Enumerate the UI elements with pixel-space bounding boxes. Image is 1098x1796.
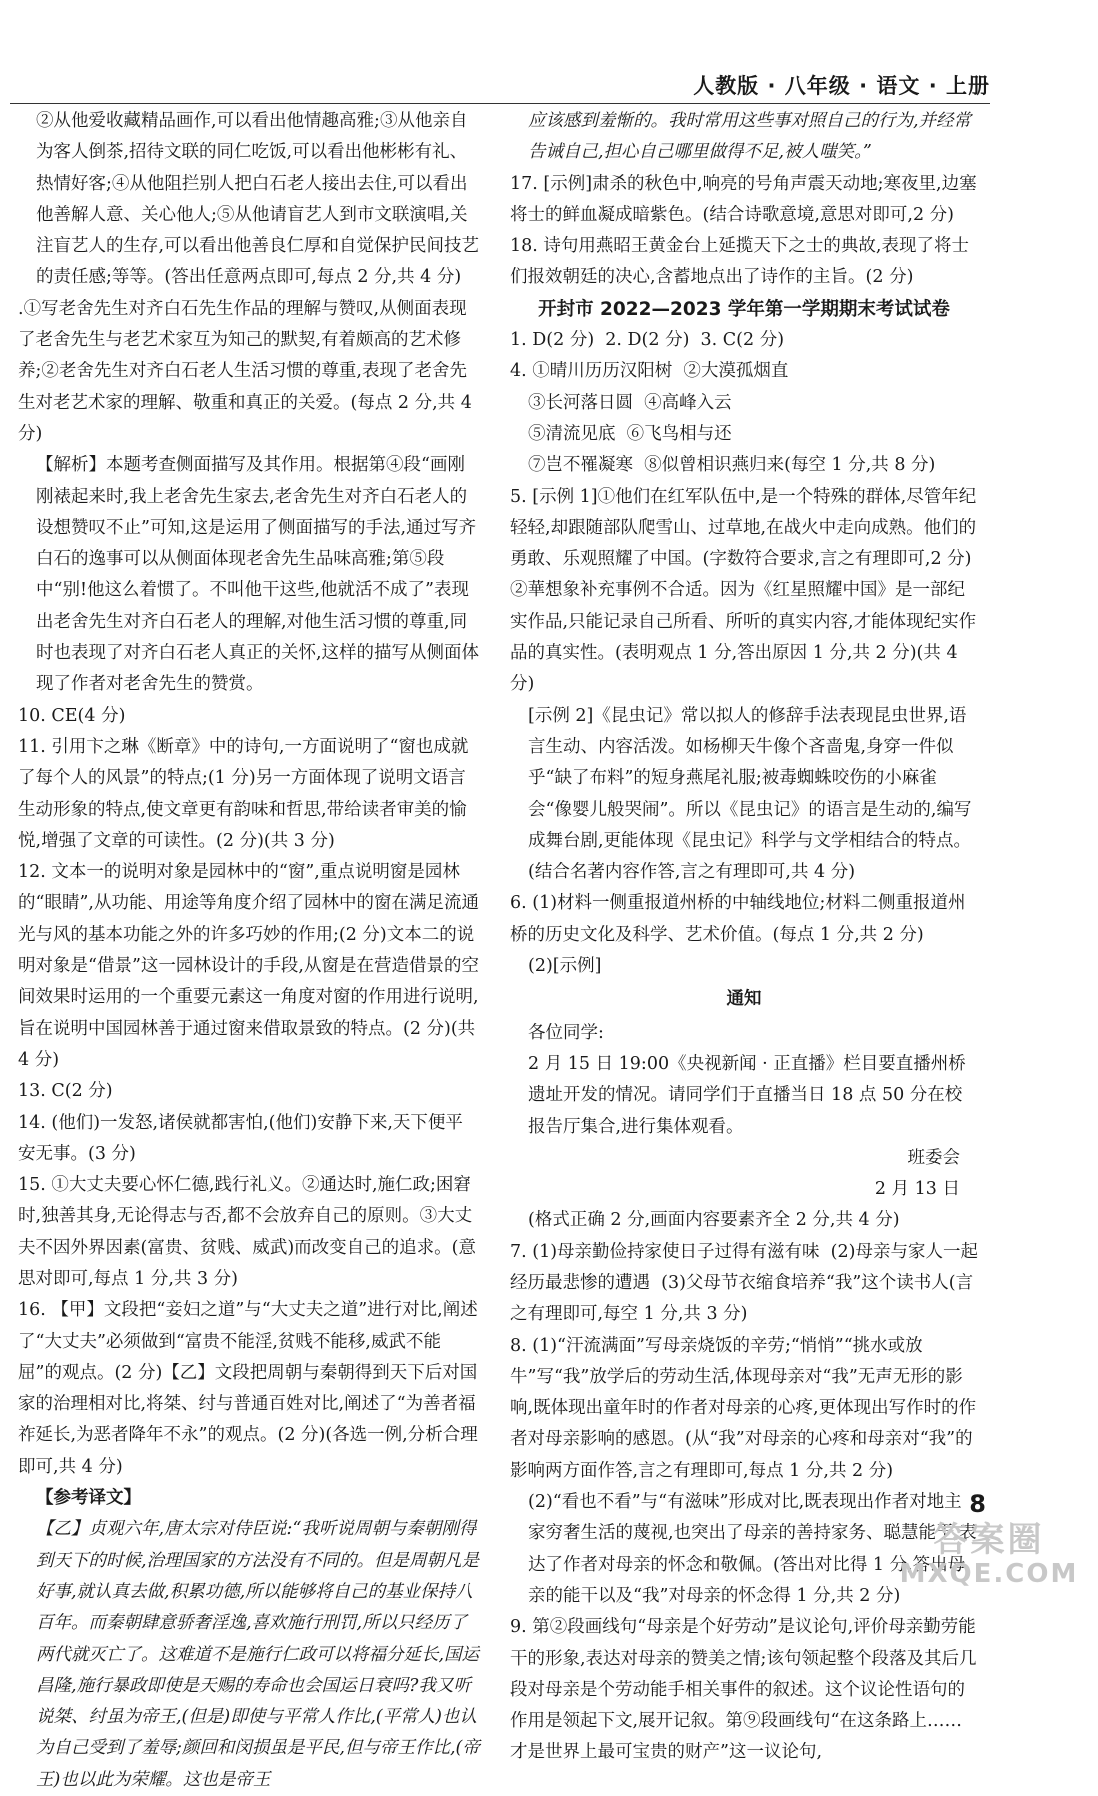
watermark-logo <box>894 1520 1084 1590</box>
exam-title: 开封市 2022—2023 学年第一学期期末考试试卷 <box>538 298 950 320</box>
answer-paragraph: [示例 2]《昆虫记》常以拟人的修辞手法表现昆虫世界,语言生动、内容活泼。如杨柳天牛像个吝啬鬼,身穿一件似乎“缺了布料”的短身燕尾礼服;被毒蜘蛛咬伤的小麻雀会“像婴儿般哭闹”。所以《昆虫记》的语言是生动的,编写成舞台剧,更能体现《昆虫记》科学与文学相结合的特点。(结合名著内容作答,言之有理即可,共 4 分) <box>528 705 972 883</box>
answer-paragraph: 12. 文本一的说明对象是园林中的“窗”,重点说明窗是园林的“眼睛”,从功能、用途等角度介绍了园林中的窗在满足流通光与风的基本功能之外的许多巧妙的作用;(2 分)文本二的说明对象是“借景”这一园林设计的手段,从窗是在营造借景的空间效果时运用的一个重要元素这一角度对窗的作用进行说明,旨在说明中国园林善于通过窗来借取景致的特点。(2 分)(共 4 分) <box>18 862 481 1070</box>
answer-paragraph: ⑦岂不罹凝寒 ⑧似曾相识燕归来(每空 1 分,共 8 分) <box>528 455 936 476</box>
page-number: 8 <box>969 1490 986 1518</box>
watermark-text-top: 答案圈 <box>933 1520 1045 1560</box>
left-column <box>18 106 480 1796</box>
answer-paragraph: 18. 诗句用燕昭王黄金台上延揽天下之士的典故,表现了将士们报效朝廷的决心,含蓄地点出了诗作的主旨。(2 分) <box>510 236 969 288</box>
answer-paragraph: 【解析】本题考查侧面描写及其作用。根据第④段“画刚刚裱起来时,我上老舍先生家去,老舍先生对齐白石老人的设想赞叹不止”可知,这是运用了侧面描写的手法,通过写齐白石的逸事可以从侧面体现老舍先生品味高雅;第⑤段中“别!他这么着惯了。不叫他干这些,他就活不成了”表现出老舍先生对齐白石老人的理解,对他生活习惯的尊重,同时也表现了对齐白石老人真正的关怀,这样的描写从侧面体现了作者对老舍先生的赞赏。 <box>36 455 480 695</box>
answer-paragraph: 【乙】贞观六年,唐太宗对侍臣说:“我听说周朝与秦朝刚得到天下的时候,治理国家的方法没有不同的。但是周朝凡是好事,就认真去做,积累功德,所以能够将自己的基业保持八百年。而秦朝肆意骄奢淫逸,喜欢施行刑罚,所以只经历了两代就灭亡了。这难道不是施行仁政可以将福分延长,国运昌隆,施行暴政即使是天赐的寿命也会国运日衰吗?我又听说桀、纣虽为帝王,(但是)即使与平常人作比,(平常人)也认为自己受到了羞辱;颜回和闵损虽是平民,但与帝王作比,(帝王)也以此为荣耀。这也是帝王 <box>36 1519 480 1790</box>
answer-paragraph: 应该感到羞惭的。我时常用这些事对照自己的行为,并经常告诫自己,担心自己哪里做得不足,被人嗤笑。” <box>528 111 972 163</box>
answer-paragraph: (格式正确 2 分,画面内容要素齐全 2 分,共 4 分) <box>528 1210 900 1231</box>
answer-paragraph: 11. 引用卞之琳《断章》中的诗句,一方面说明了“窗也成就了每个人的风景”的特点;(1 分)另一方面体现了说明文语言生动形象的特点,使文章更有韵味和哲思,带给读者审美的愉悦,增强了文章的可读性。(2 分)(共 3 分) <box>18 736 469 851</box>
answer-paragraph: ②从他爱收藏精品画作,可以看出他情趣高雅;③从他亲自为客人倒茶,招待文联的同仁吃饭,可以看出他彬彬有礼、热情好客;④从他阻拦别人把白石老人接出去住,可以看出他善解人意、关心他人;⑤从他请盲艺人到市文联演唱,关注盲艺人的生存,可以看出他善良仁厚和自觉保护民间技艺的责任感;等等。(答出任意两点即可,每点 2 分,共 4 分) <box>36 111 480 288</box>
page-header: 人教版 · 八年级 · 语文 · 上册 <box>693 74 990 98</box>
answer-paragraph: 14. (他们)一发怒,诸侯就都害怕,(他们)安静下来,天下便平安无事。(3 分) <box>18 1112 463 1164</box>
answer-paragraph: 8. (1)“汗流满面”写母亲烧饭的辛劳;“悄悄”“挑水或放牛”写“我”放学后的劳动生活,体现母亲对“我”无声无形的影响,既体现出童年时的作者对母亲的心疼,更体现出写作时的作者对母亲影响的感恩。(从“我”对母亲的心疼和母亲对“我”的影响两方面作答,言之有理即可,每点 1 分,共 2 分) <box>510 1335 977 1481</box>
answer-paragraph: 4. ①晴川历历汉阳树 ②大漠孤烟直 <box>510 361 789 382</box>
answer-paragraph: 13. C(2 分) <box>18 1081 113 1102</box>
answer-paragraph: ⑤清流见底 ⑥飞鸟相与还 <box>528 423 732 444</box>
answer-paragraph: 10. CE(4 分) <box>18 705 126 726</box>
answer-paragraph: .①写老舍先生对齐白石先生作品的理解与赞叹,从侧面表现了老舍先生与老艺术家互为知己的默契,有着颇高的艺术修养;②老舍先生对齐白石老人生活习惯的尊重,表现了老舍先生对老艺术家的理解、敬重和真正的关爱。(每点 2 分,共 4 分) <box>18 298 478 444</box>
answer-paragraph: 【参考译文】 <box>36 1488 141 1509</box>
notice-signature: 班委会 <box>907 1147 960 1168</box>
answer-paragraph: 各位同学: <box>528 1022 604 1043</box>
answer-paragraph: ③长河落日圆 ④高峰入云 <box>528 392 732 413</box>
header-rule <box>10 103 990 104</box>
answer-paragraph: (2)“看也不看”与“有滋味”形成对比,既表现出作者对地主家穷奢生活的蔑视,也突出了母亲的善持家务、聪慧能干,表达了作者对母亲的怀念和敬佩。(答出对比得 1 分,答出母亲的能干以及“我”对母亲的怀念得 1 分,共 2 分) <box>528 1492 977 1606</box>
answer-paragraph: 17. [示例]肃杀的秋色中,响亮的号角声震天动地;寒夜里,边塞将士的鲜血凝成暗紫色。(结合诗歌意境,意思对即可,2 分) <box>510 173 977 225</box>
answer-paragraph: 6. (1)材料一侧重报道州桥的中轴线地位;材料二侧重报道州桥的历史文化及科学、艺术价值。(每点 1 分,共 2 分) <box>510 893 966 945</box>
notice-title: 通知 <box>726 989 762 1010</box>
answer-paragraph: 2 月 15 日 19:00《央视新闻 · 正直播》栏目要直播州桥遗址开发的情况。请同学们于直播当日 18 点 50 分在校报告厅集合,进行集体观看。 <box>528 1053 966 1137</box>
answer-paragraph: 16. 【甲】文段把“妾妇之道”与“大丈夫之道”进行对比,阐述了“大丈夫”必须做到“富贵不能淫,贫贱不能移,威武不能屈”的观点。(2 分)【乙】文段把周朝与秦朝得到天下后对国家的治理相对比,将桀、纣与普通百姓对比,阐述了“为善者福祚延长,为恶者降年不永”的观点。(2 分)(各选一例,分析合理即可,共 4 分) <box>18 1300 478 1477</box>
notice-signature: 2 月 13 日 <box>874 1179 960 1200</box>
answer-paragraph: 9. 第②段画线句“母亲是个好劳动”是议论句,评价母亲勤劳能干的形象,表达对母亲的赞美之情;该句领起整个段落及其后几段对母亲是个劳动能手相关事件的叙述。这个议论性语句的作用是领起下文,展开记叙。第⑨段画线句“在这条路上……才是世界上最可宝贵的财产”这一议论句, <box>510 1617 977 1763</box>
watermark-text-bottom: MXQE.COM <box>899 1559 1079 1589</box>
answer-paragraph: 7. (1)母亲勤俭持家使日子过得有滋有味 (2)母亲与家人一起经历最悲惨的遭遇 (3)父母节衣缩食培养“我”这个读书人(言之有理即可,每空 1 分,共 3 分) <box>510 1241 978 1325</box>
answer-paragraph: 1. D(2 分) 2. D(2 分) 3. C(2 分) <box>510 330 785 351</box>
answer-paragraph: 15. ①大丈夫要心怀仁德,践行礼义。②通达时,施仁政;困窘时,独善其身,无论得志与否,都不会放弃自己的原则。③大丈夫不因外界因素(富贵、贫贱、威武)而改变自己的追求。(意思对即可,每点 1 分,共 3 分) <box>18 1175 476 1289</box>
answer-paragraph: (2)[示例] <box>528 956 602 977</box>
answer-paragraph: 5. [示例 1]①他们在红军队伍中,是一个特殊的群体,尽管年纪轻轻,却跟随部队爬雪山、过草地,在战火中走向成熟。他们的勇敢、乐观照耀了中国。(字数符合要求,言之有理即可,2 分) ②華想象补充事例不合适。因为《红星照耀中国》是一部纪实作品,只能记录自己所看、所听的真实内容,才能体现纪实作品的真实性。(表明观点 1 分,答出原因 1 分,共 2 分)(共 4 分) <box>510 486 983 695</box>
